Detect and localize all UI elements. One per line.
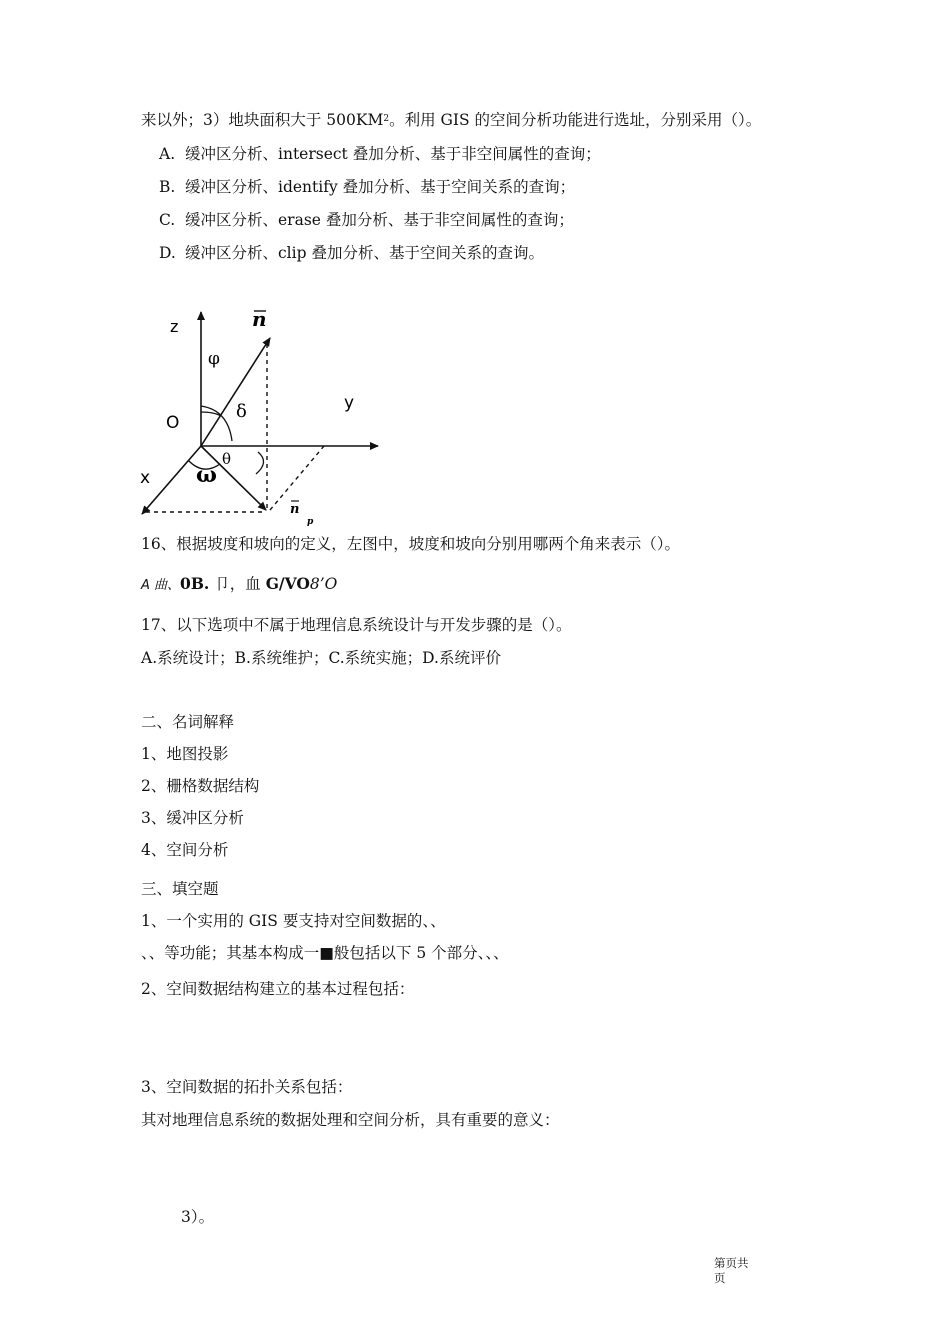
option-letter: C. (159, 211, 176, 229)
q16-options (141, 574, 337, 596)
option-text: 缓冲区分析、intersect 叠加分析、基于非空间属性的查询； (185, 145, 601, 163)
footer-line: 第页共 (714, 1256, 749, 1270)
delta-label: δ (236, 401, 247, 422)
theta-arc (256, 452, 264, 474)
q15-option-d (159, 243, 544, 263)
x-axis (142, 446, 201, 514)
option-letter: A. (159, 145, 176, 163)
term-item: 4、空间分析 (141, 841, 229, 859)
q15-stem-text-end: 。利用 GIS 的空间分析功能进行选址，分别采用（）。 (389, 111, 762, 129)
fill-q2: 2、空间数据结构建立的基本过程包括： (141, 980, 415, 998)
fill-q3: 3、空间数据的拓扑关系包括： (141, 1078, 353, 1096)
option-letter: B. (159, 178, 176, 196)
q15-stem-text: 来以外；3）地块面积大于 500KM (141, 111, 384, 129)
np-label: n (290, 502, 300, 517)
option-text: 缓冲区分析、identify 叠加分析、基于空间关系的查询； (185, 178, 576, 196)
z-label: z (170, 317, 179, 336)
term-item: 1、地图投影 (141, 745, 229, 763)
n-label: n (252, 307, 267, 331)
option-letter: D. (159, 244, 176, 262)
q16-option-text: 8’O (309, 575, 338, 593)
fill-q3-item: 3）。 (181, 1208, 215, 1226)
term-item: 2、栅格数据结构 (141, 777, 260, 795)
q16-stem: 16、根据坡度和坡向的定义，左图中，坡度和坡向分别用哪两个角来表示（）。 (141, 535, 680, 553)
fill-q3-continuation: 其对地理信息系统的数据处理和空间分析，具有重要的意义： (141, 1111, 560, 1129)
q15-option-c (159, 210, 574, 230)
section3-title: 三、填空题 (141, 880, 219, 898)
fill-q1-line1: 1、一个实用的 GIS 要支持对空间数据的、、 (141, 912, 446, 930)
q16-option-text: 0B. (180, 574, 210, 593)
q16-option-text: 卩，血 (209, 575, 266, 593)
slope-aspect-diagram (130, 300, 390, 530)
q17-stem: 17、以下选项中不属于地理信息系统设计与开发步骤的是（）。 (141, 616, 572, 634)
q15-option-b (159, 177, 575, 197)
omega-label: ω (196, 462, 217, 488)
origin-label: O (166, 413, 180, 433)
superscript: 2 (383, 114, 390, 124)
option-text: 缓冲区分析、clip 叠加分析、基于空间关系的查询。 (185, 244, 544, 262)
q16-option-text: G/VO (265, 574, 310, 593)
q16-option-text: A 曲、 (141, 578, 181, 593)
section2-title: 二、名词解释 (141, 713, 235, 731)
x-label: x (140, 468, 151, 488)
q15-stem (141, 110, 761, 130)
q15-option-a (159, 144, 601, 164)
delta-arc (201, 406, 232, 441)
term-item: 3、缓冲区分析 (141, 809, 244, 827)
y-label: y (344, 393, 355, 413)
footer-line: 页 (714, 1271, 726, 1285)
phi-label: φ (208, 349, 220, 369)
q17-options: A.系统设计；B.系统维护；C.系统实施；D.系统评价 (141, 649, 501, 667)
page-footer (714, 1256, 764, 1286)
theta-label: θ (222, 450, 232, 468)
option-text: 缓冲区分析、erase 叠加分析、基于非空间属性的查询； (185, 211, 574, 229)
fill-q1-line2: 、、等功能；其基本构成一■般包括以下 5 个部分、、、 (141, 944, 509, 962)
np-subscript: p (307, 517, 314, 527)
